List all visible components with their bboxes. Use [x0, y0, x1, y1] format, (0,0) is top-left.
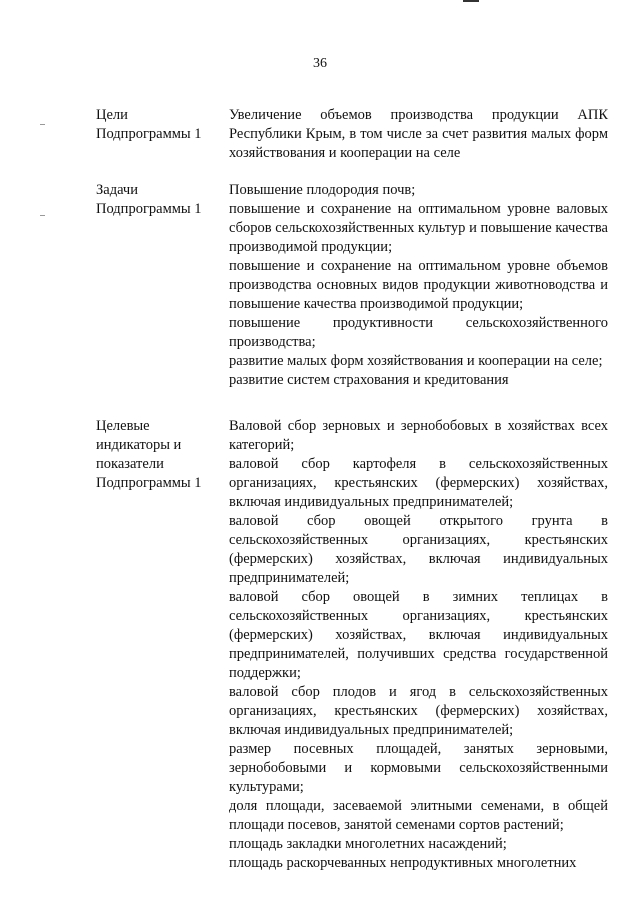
section-content	[229, 106, 608, 163]
content-item: повышение и сохранение на оптимальном уровне объемов производства основных видов продукции животноводства и повышение качества производимой продукции;	[229, 258, 608, 312]
content-item: Валовой сбор зерновых и зернобобовых в хозяйствах всех категорий;	[229, 418, 608, 453]
scan-mark	[40, 124, 45, 125]
label-line: Подпрограммы 1	[96, 126, 202, 142]
scan-mark	[463, 0, 479, 2]
section-label	[96, 106, 214, 144]
page-number: 36	[313, 56, 327, 71]
label-line: Задачи	[96, 182, 138, 198]
content-item: Увеличение объемов производства продукции АПК Республики Крым, в том числе за счет развития малых форм хозяйствования и кооперации на селе	[229, 107, 608, 161]
content-item: повышение и сохранение на оптимальном уровне валовых сборов сельскохозяйственных культур и повышение качества производимой продукции;	[229, 201, 608, 255]
content-item: валовой сбор овощей в зимних теплицах в сельскохозяйственных организациях, крестьянских (фермерских) хозяйствах, включая индивидуальных предпринимателей, получивших средства государственной поддержки;	[229, 589, 608, 681]
label-line: индикаторы и	[96, 437, 182, 453]
content-item: повышение продуктивности сельскохозяйственного производства;	[229, 315, 608, 350]
label-line: Целевые	[96, 418, 150, 434]
section-content	[229, 417, 608, 873]
label-line: Подпрограммы 1	[96, 201, 202, 217]
content-item: валовой сбор плодов и ягод в сельскохозяйственных организациях, крестьянских (фермерских) хозяйствах, включая индивидуальных предпринимателей;	[229, 684, 608, 738]
section-label	[96, 417, 214, 493]
content-item: развитие малых форм хозяйствования и кооперации на селе;	[229, 353, 603, 369]
label-line: показатели	[96, 456, 164, 472]
section-content	[229, 181, 608, 390]
label-line: Цели	[96, 107, 128, 123]
content-item: валовой сбор овощей открытого грунта в сельскохозяйственных организациях, крестьянских (фермерских) хозяйствах, включая индивидуальных предпринимателей;	[229, 513, 608, 586]
content-item: доля площади, засеваемой элитными семенами, в общей площади посевов, занятой семенами сортов растений;	[229, 798, 608, 833]
content-item: площадь раскорчеванных непродуктивных многолетних	[229, 855, 577, 871]
section-label	[96, 181, 214, 219]
content-item: площадь закладки многолетних насаждений;	[229, 836, 507, 852]
content-item: развитие систем страхования и кредитования	[229, 372, 509, 388]
content-item: валовой сбор картофеля в сельскохозяйственных организациях, крестьянских (фермерских) хозяйствах, включая индивидуальных предпринимателей;	[229, 456, 608, 510]
content-item: Повышение плодородия почв;	[229, 182, 416, 198]
label-line: Подпрограммы 1	[96, 475, 202, 491]
content-item: размер посевных площадей, занятых зерновыми, зернобобовыми и кормовыми сельскохозяйственными культурами;	[229, 741, 608, 795]
scan-mark	[40, 215, 45, 216]
